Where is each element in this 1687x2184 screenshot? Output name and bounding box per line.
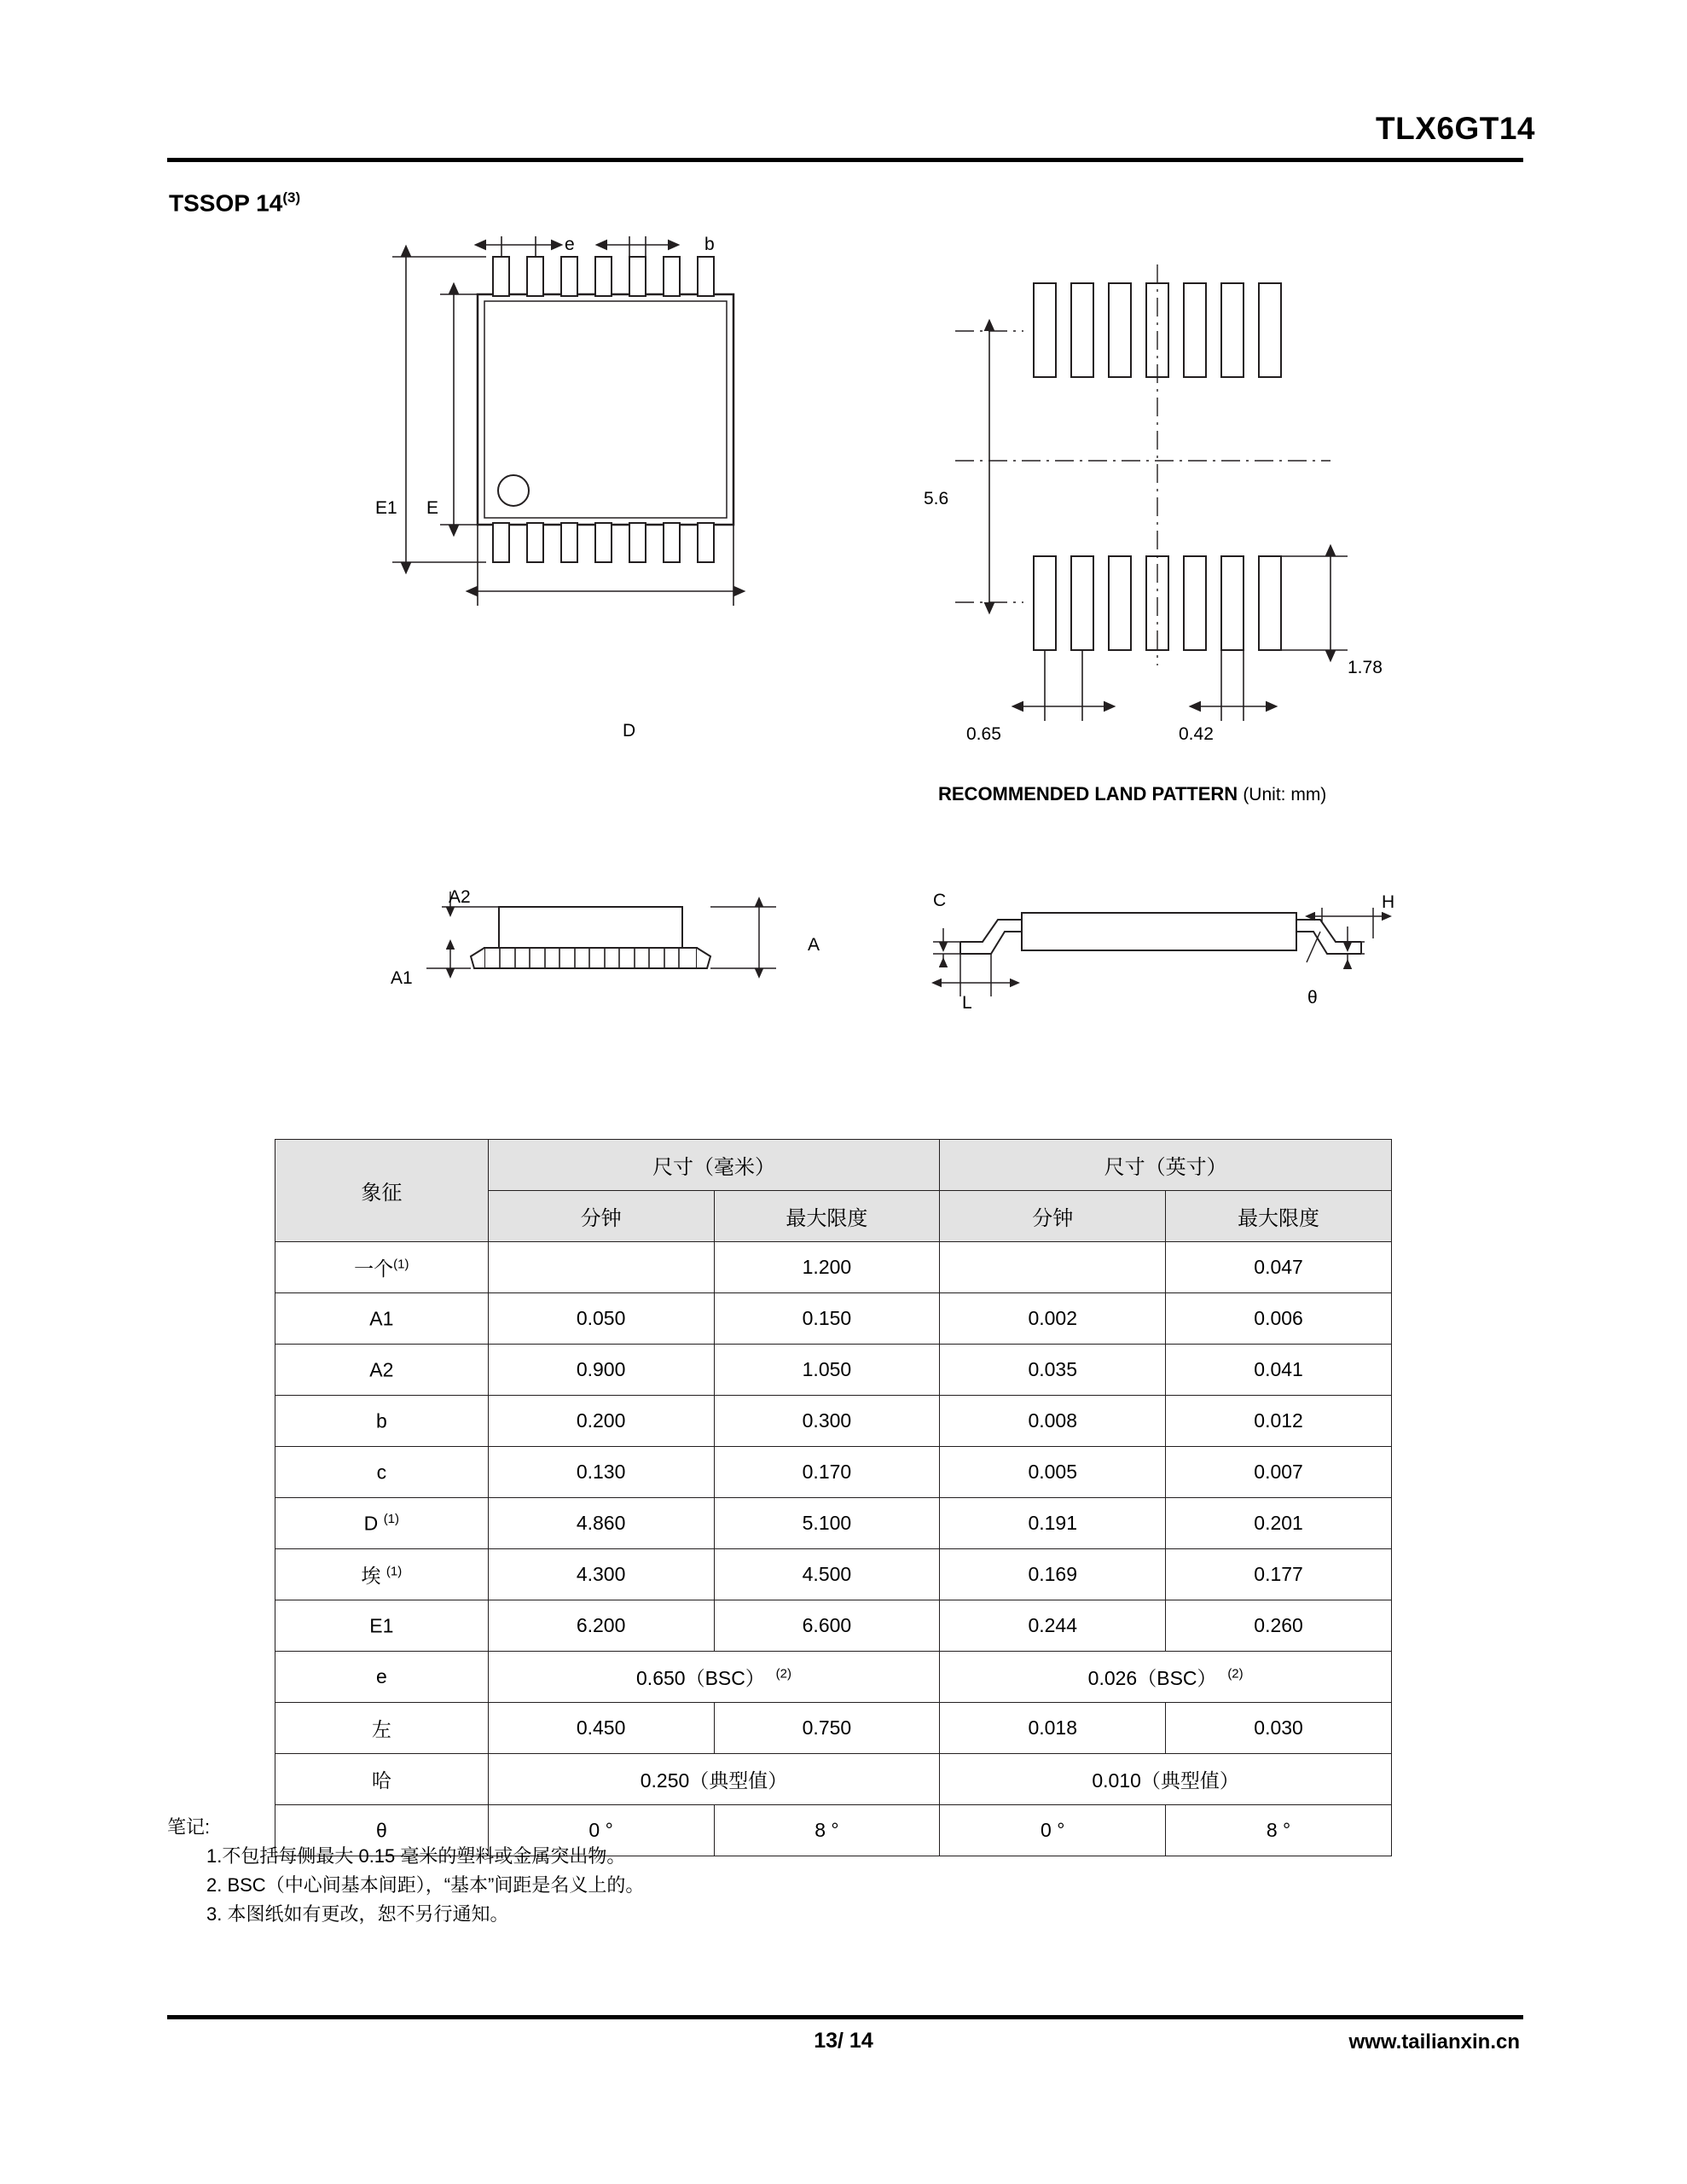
cell-mm-max: 1.050 bbox=[714, 1345, 940, 1396]
cell-in-span bbox=[940, 1652, 1392, 1703]
note-item-2: 2. BSC（中心间基本间距），“基本”间距是名义上的。 bbox=[206, 1874, 645, 1896]
label-theta: θ bbox=[1307, 988, 1318, 1008]
table-row bbox=[275, 1447, 1392, 1498]
cell-mm-min: 0.130 bbox=[488, 1447, 714, 1498]
header-inch-min: 分钟 bbox=[940, 1191, 1166, 1242]
cell-symbol bbox=[275, 1447, 489, 1498]
cell-mm-max: 6.600 bbox=[714, 1600, 940, 1652]
cell-symbol bbox=[275, 1600, 489, 1652]
header-mm-min: 分钟 bbox=[488, 1191, 714, 1242]
cell-mm-max: 1.200 bbox=[714, 1242, 940, 1293]
header-inch-group: 尺寸（英寸） bbox=[940, 1140, 1392, 1191]
header-inch-max: 最大限度 bbox=[1166, 1191, 1392, 1242]
cell-symbol-text: A1 bbox=[369, 1307, 394, 1330]
footer-divider bbox=[167, 2015, 1523, 2019]
table-row bbox=[275, 1549, 1392, 1600]
label-b-lead-width: b bbox=[704, 235, 715, 254]
header-divider bbox=[167, 158, 1523, 162]
cell-in-min bbox=[940, 1242, 1166, 1293]
cell-in-min: 0.005 bbox=[940, 1447, 1166, 1498]
label-E1: E1 bbox=[375, 498, 397, 518]
label-land-pattern-5-6: 5.6 bbox=[924, 489, 949, 508]
cell-symbol-text: 左 bbox=[371, 1718, 391, 1740]
cell-in-span-sup: (2) bbox=[1227, 1666, 1244, 1682]
cell-symbol bbox=[275, 1498, 489, 1549]
table-header-row-1 bbox=[275, 1140, 1392, 1191]
cell-mm-min: 0.900 bbox=[488, 1345, 714, 1396]
cell-in-max: 0.007 bbox=[1166, 1447, 1392, 1498]
table-row bbox=[275, 1754, 1392, 1805]
cell-mm-min: 0.200 bbox=[488, 1396, 714, 1447]
section-title-text: TSSOP 14 bbox=[169, 189, 283, 217]
cell-mm-max: 5.100 bbox=[714, 1498, 940, 1549]
label-land-pattern-1-78: 1.78 bbox=[1348, 658, 1383, 677]
cell-in-max: 0.030 bbox=[1166, 1703, 1392, 1754]
cell-symbol bbox=[275, 1549, 489, 1600]
cell-symbol-text: e bbox=[375, 1665, 387, 1687]
label-A1: A1 bbox=[391, 968, 413, 988]
recommended-land-pattern-caption bbox=[938, 783, 1326, 805]
cell-in-min: 0.008 bbox=[940, 1396, 1166, 1447]
cell-symbol-text: 一个 bbox=[354, 1258, 394, 1280]
label-H: H bbox=[1382, 892, 1395, 912]
cell-mm-span: 0.250（典型值） bbox=[488, 1754, 940, 1805]
cell-symbol-text: A2 bbox=[369, 1358, 394, 1381]
cell-symbol bbox=[275, 1293, 489, 1345]
table-row bbox=[275, 1498, 1392, 1549]
cell-symbol-sup: (1) bbox=[386, 1564, 403, 1579]
cell-in-min: 0.035 bbox=[940, 1345, 1166, 1396]
table-row bbox=[275, 1345, 1392, 1396]
cell-in-max: 0.006 bbox=[1166, 1293, 1392, 1345]
cell-symbol-text: 哈 bbox=[371, 1769, 391, 1792]
cell-in-max: 0.041 bbox=[1166, 1345, 1392, 1396]
cell-mm-max: 0.750 bbox=[714, 1703, 940, 1754]
cell-in-min: 0.002 bbox=[940, 1293, 1166, 1345]
header-symbol: 象征 bbox=[275, 1140, 489, 1242]
lead-detail-drawing bbox=[921, 887, 1399, 1024]
dimension-table-head bbox=[275, 1140, 1392, 1242]
cell-in-min: 0 ° bbox=[940, 1805, 1166, 1856]
table-row bbox=[275, 1396, 1392, 1447]
cell-mm-min: 4.300 bbox=[488, 1549, 714, 1600]
label-A2: A2 bbox=[449, 887, 471, 907]
cell-mm-span-sup: (2) bbox=[775, 1666, 791, 1682]
label-e-pitch: e bbox=[565, 235, 575, 254]
rlp-caption-unit: (Unit: mm) bbox=[1243, 785, 1327, 804]
cell-symbol-text: θ bbox=[375, 1819, 387, 1842]
cell-mm-max: 0.170 bbox=[714, 1447, 940, 1498]
cell-in-max: 8 ° bbox=[1166, 1805, 1392, 1856]
cell-in-min: 0.169 bbox=[940, 1549, 1166, 1600]
cell-mm-min: 0.450 bbox=[488, 1703, 714, 1754]
cell-symbol-text: 埃 bbox=[361, 1565, 381, 1587]
label-land-pattern-0-65: 0.65 bbox=[966, 724, 1001, 744]
cell-mm-min bbox=[488, 1242, 714, 1293]
cell-mm-max: 4.500 bbox=[714, 1549, 940, 1600]
cell-mm-min: 0.050 bbox=[488, 1293, 714, 1345]
cell-in-min: 0.018 bbox=[940, 1703, 1166, 1754]
cell-mm-min: 0 ° bbox=[488, 1805, 714, 1856]
cell-in-min: 0.191 bbox=[940, 1498, 1166, 1549]
cell-symbol-text: c bbox=[376, 1461, 387, 1484]
section-title bbox=[169, 189, 300, 217]
table-row bbox=[275, 1242, 1392, 1293]
notes-label: 笔记: bbox=[167, 1816, 211, 1838]
cell-symbol bbox=[275, 1345, 489, 1396]
label-L: L bbox=[962, 993, 972, 1013]
cell-in-max: 0.201 bbox=[1166, 1498, 1392, 1549]
cell-mm-max: 0.300 bbox=[714, 1396, 940, 1447]
cell-symbol bbox=[275, 1703, 489, 1754]
dimension-table-body bbox=[275, 1242, 1392, 1856]
section-title-superscript: (3) bbox=[282, 189, 301, 206]
cell-in-max: 0.177 bbox=[1166, 1549, 1392, 1600]
cell-symbol bbox=[275, 1242, 489, 1293]
footer-website: www.tailianxin.cn bbox=[1348, 2030, 1520, 2053]
notes-block bbox=[167, 1813, 644, 1929]
cell-mm-span-text: 0.650（BSC） bbox=[636, 1667, 765, 1689]
label-A: A bbox=[808, 935, 820, 955]
table-row bbox=[275, 1652, 1392, 1703]
cell-in-span-text: 0.026（BSC） bbox=[1087, 1667, 1217, 1689]
cell-symbol-text: b bbox=[375, 1409, 387, 1432]
cell-in-span: 0.010（典型值） bbox=[940, 1754, 1392, 1805]
cell-symbol bbox=[275, 1652, 489, 1703]
label-D: D bbox=[623, 721, 636, 741]
cell-in-max: 0.260 bbox=[1166, 1600, 1392, 1652]
package-side-view-drawing bbox=[418, 883, 870, 1019]
note-item-3: 3. 本图纸如有更改，恕不另行通知。 bbox=[206, 1903, 509, 1925]
cell-symbol-text: E1 bbox=[369, 1614, 394, 1637]
cell-symbol-text: D bbox=[363, 1512, 379, 1535]
label-E: E bbox=[426, 498, 439, 518]
header-mm-max: 最大限度 bbox=[714, 1191, 940, 1242]
cell-mm-max: 8 ° bbox=[714, 1805, 940, 1856]
note-item-1: 1.不包括每侧最大 0.15 毫米的塑料或金属突出物。 bbox=[206, 1845, 626, 1867]
cell-mm-max: 0.150 bbox=[714, 1293, 940, 1345]
dimension-table bbox=[275, 1139, 1392, 1856]
table-row bbox=[275, 1703, 1392, 1754]
header-mm-group: 尺寸（毫米） bbox=[488, 1140, 940, 1191]
recommended-land-pattern-drawing bbox=[904, 256, 1433, 768]
table-row bbox=[275, 1293, 1392, 1345]
cell-in-max: 0.047 bbox=[1166, 1242, 1392, 1293]
cell-in-min: 0.244 bbox=[940, 1600, 1166, 1652]
page-header-part-number: TLX6GT14 bbox=[1376, 111, 1535, 146]
cell-symbol bbox=[275, 1754, 489, 1805]
cell-in-max: 0.012 bbox=[1166, 1396, 1392, 1447]
label-land-pattern-0-42: 0.42 bbox=[1179, 724, 1214, 744]
cell-symbol-sup: (1) bbox=[383, 1511, 400, 1526]
cell-mm-min: 6.200 bbox=[488, 1600, 714, 1652]
rlp-caption-bold: RECOMMENDED LAND PATTERN bbox=[938, 783, 1238, 804]
label-C: C bbox=[933, 891, 947, 910]
cell-symbol bbox=[275, 1396, 489, 1447]
cell-symbol-sup: (1) bbox=[393, 1257, 409, 1272]
footer-page-number: 13/ 14 bbox=[814, 2029, 873, 2053]
table-row bbox=[275, 1600, 1392, 1652]
cell-mm-span bbox=[488, 1652, 940, 1703]
cell-mm-min: 4.860 bbox=[488, 1498, 714, 1549]
